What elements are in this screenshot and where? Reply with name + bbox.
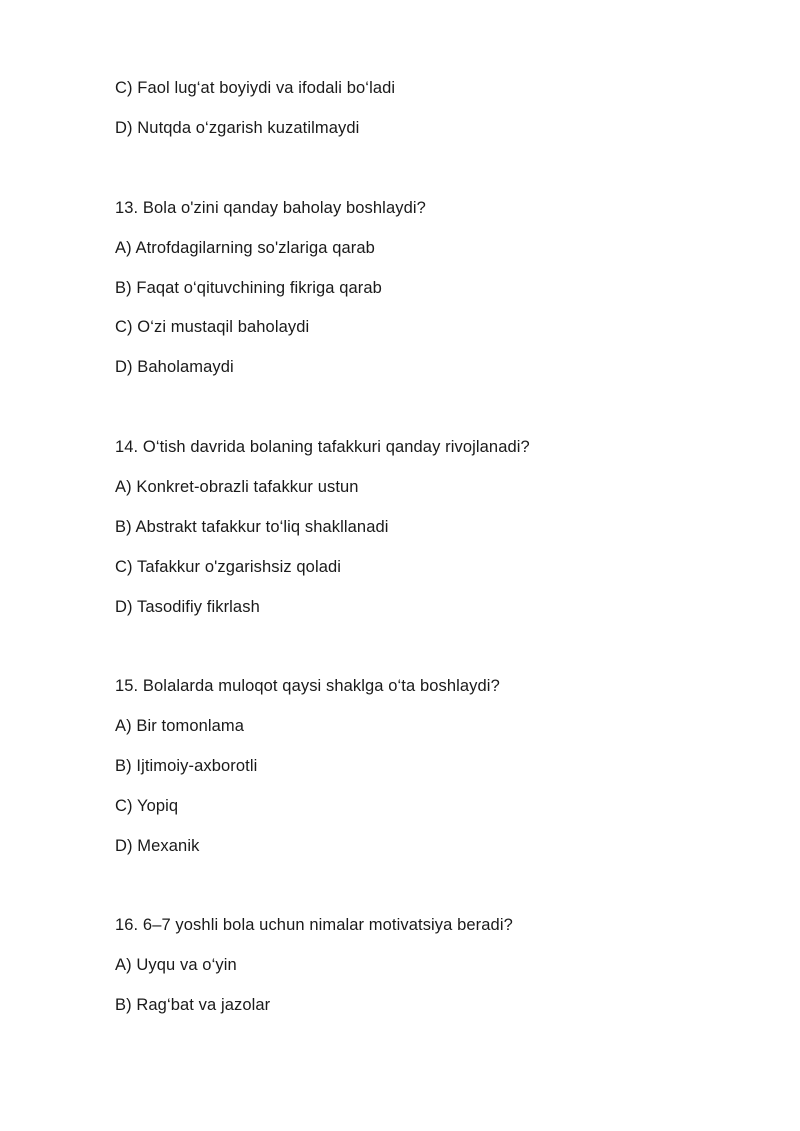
question-15: 15. Bolalarda muloqot qaysi shaklga o‘ta boshlaydi? [115,677,500,695]
answer-option: C) Yopiq [115,797,179,815]
answer-option: A) Atrofdagilarning so'zlariga qarab [115,239,375,257]
answer-option: A) Konkret-obrazli tafakkur ustun [115,478,359,496]
answer-option: B) Abstrakt tafakkur to‘liq shakllanadi [115,518,389,536]
answer-option: C) O‘zi mustaqil baholaydi [115,318,310,336]
answer-option: D) Mexanik [115,837,200,855]
answer-option: B) Rag‘bat va jazolar [115,996,271,1014]
answer-option: D) Nutqda o‘zgarish kuzatilmaydi [115,119,360,137]
answer-option: C) Faol lug‘at boyiydi va ifodali bo‘ladi [115,79,396,97]
question-14: 14. O‘tish davrida bolaning tafakkuri qanday rivojlanadi? [115,438,530,456]
answer-option: B) Faqat o‘qituvchining fikriga qarab [115,279,382,297]
answer-option: A) Bir tomonlama [115,717,245,735]
answer-option: B) Ijtimoiy-axborotli [115,757,258,775]
answer-option: D) Tasodifiy fikrlash [115,598,260,616]
answer-option: A) Uyqu va o‘yin [115,956,237,974]
question-13: 13. Bola o'zini qanday baholay boshlaydi? [115,199,426,217]
answer-option: D) Baholamaydi [115,358,234,376]
answer-option: C) Tafakkur o'zgarishsiz qoladi [115,558,342,576]
question-16: 16. 6–7 yoshli bola uchun nimalar motivatsiya beradi? [115,916,513,934]
